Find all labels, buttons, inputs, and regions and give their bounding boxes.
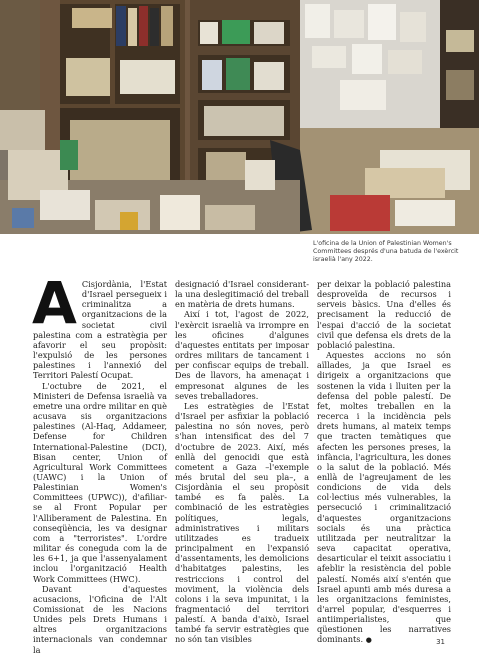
article-column-2 bbox=[175, 279, 309, 645]
drop-cap: A bbox=[32, 269, 77, 337]
article-column-3 bbox=[317, 279, 451, 646]
paragraph: per deixar la població palestina desproveïda de recursos i serveis bàsics. Una d'elles és precisament la reducció de l'espai d'acció de la societat civil que defensa els drets de la població palestina. bbox=[317, 279, 451, 350]
office-raid-photo bbox=[0, 0, 479, 234]
article-column-1 bbox=[32, 269, 167, 655]
paragraph: Així i tot, l'agost de 2022, l'exèrcit israelià va irrompre en les oficines d'algunes d'aquestes entitats per imposar ordres militars de tancament i per confiscar equips de treball. Des de llavors, ha amenaçat i empresonat algunes de les seves treballadores. bbox=[175, 309, 309, 401]
paragraph: L'octubre de 2021, el Ministeri de Defensa israelià va emetre una ordre militar en què acusava sis organitzacions palestines (Al-Haq, Addameer, Defense for Children International-Palestine (DCI), Bisan center, Union of Agricultural Work Committees (UAWC) i la Union of Palestinian Women's Committees (UPWC)), d'afiliar-se al Front Popular per l'Alliberament de Palestina. En conseqüència, les va designar com a "terroristes". L'ordre militar és coneguda com la de les 6+1, ja que l'assenyalament inclou l'organització Health Work Committees (HWC). bbox=[33, 380, 167, 584]
photo-caption: L'oficina de la Union of Palestinian Women's Committees després d'una batuda de l'exèrcit israelià l'any 2022. bbox=[313, 240, 459, 264]
page-number: 31 bbox=[436, 638, 445, 646]
paragraph: designació d'Israel considerant-la una deslegitimació del treball en matèria de drets humans. bbox=[175, 279, 309, 310]
end-of-article-mark: ● bbox=[365, 636, 372, 645]
paragraph: Cisjordània, l'Estat d'Israel persegueix i criminalitza a organitzacions de la societat civil palestina com a estratègia per afavorir el seu propòsit: l'expulsió de les persones palestines i l'annexió del Territori Palestí Ocupat. bbox=[33, 279, 167, 381]
paragraph: Aquestes accions no són aïllades, ja que Israel es dirigeix a organitzacions que sostenen la vida i lluiten per la defensa del poble palestí. De fet, moltes treballen en la recerca i la incidència pels drets humans, al mateix temps que tracten temàtiques que afecten les persones preses, la infància, l'agricultura, les dones o la salut de la població. Més enllà de l'agreujament de les condicions de vida dels col·lectius més vulnerables, la persecució i criminalització d'aquestes organitzacions socials és una pràctica utilitzada per neutralitzar la seva capacitat operativa, desarticular el teixit associatiu i afeblir la resistència del poble palestí. Només així s'entén que Israel apunti amb més duresa a les organitzacions feministes, d'arrel popular, d'esquerres i antiimperialistes, que qüestionen les narratives dominants. ● bbox=[317, 350, 451, 645]
paragraph: Les estratègies de l'Estat d'Israel per asfixiar la població palestina no són noves, però s'han intensificat des del 7 d'octubre de 2023. Així, més enllà del genocidi que està cometent a Gaza –l'exemple més brutal del seu pla–, a Cisjordània el seu propòsit també es fa palès. La combinació de les estratègies polítiques, legals, administratives i militars utilitzades es tradueix principalment en l'expansió d'assentaments, les demolicions d'habitatges palestins, les restriccions i control del moviment, la violència dels colons i la seva impunitat, i la fragmentació del territori palestí. A banda d'això, Israel també fa servir estratègies que no són tan visibles bbox=[175, 400, 309, 645]
paragraph: Davant d'aquestes acusacions, l'Oficina de l'Alt Comissionat de les Nacions Unides pels Drets Humans i altres organitzacions internacionals van condemnar la bbox=[33, 583, 167, 655]
